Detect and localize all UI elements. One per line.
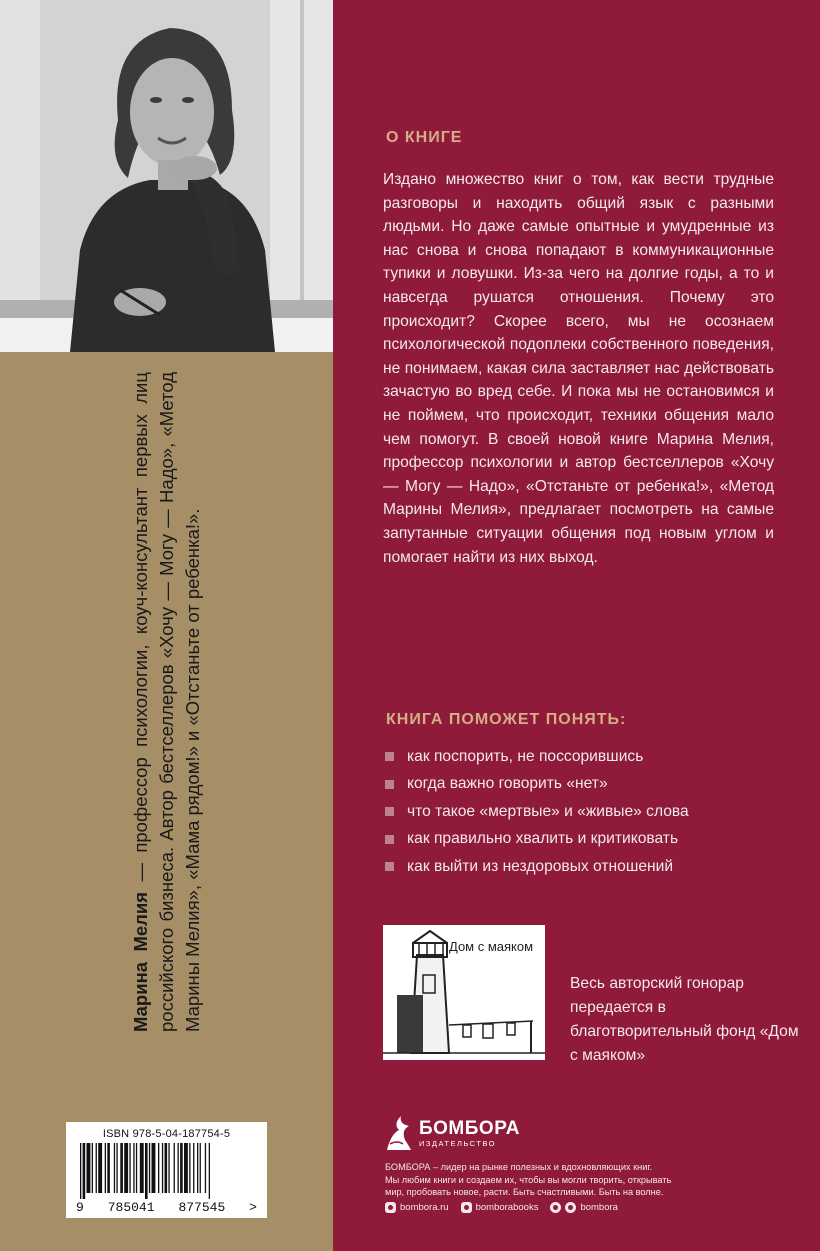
publisher-logo bbox=[385, 1114, 520, 1152]
list-item-text: когда важно говорить «нет» bbox=[407, 775, 608, 793]
help-title: КНИГА ПОМОЖЕТ ПОНЯТЬ: bbox=[386, 711, 627, 728]
list-item-text: что такое «мертвые» и «живые» слова bbox=[407, 802, 689, 820]
vk-icon bbox=[461, 1202, 472, 1213]
barcode-bar bbox=[83, 1143, 86, 1199]
barcode-bar bbox=[114, 1143, 115, 1193]
social-instagram-label: bombora.ru bbox=[400, 1202, 449, 1213]
publisher-line-2: Мы любим книги и создаем их, чтобы вы могли творить, открывать bbox=[385, 1174, 672, 1185]
barcode-digits-right: 877545 bbox=[178, 1200, 226, 1215]
barcode-bar bbox=[129, 1143, 130, 1193]
barcode-bar bbox=[120, 1143, 123, 1193]
author-name: Марина Мелия bbox=[129, 891, 151, 1032]
right-column bbox=[333, 0, 820, 1251]
barcode-bar bbox=[197, 1143, 198, 1193]
barcode-bar bbox=[174, 1143, 175, 1193]
list-item-text: как выйти из нездоровых отношений bbox=[407, 857, 674, 875]
barcode-bar bbox=[116, 1143, 117, 1193]
barcode-bar bbox=[87, 1143, 91, 1193]
list-item bbox=[385, 853, 785, 881]
social-instagram[interactable] bbox=[385, 1202, 449, 1213]
publisher-line-3: мир, пробовать новое, расти. Быть счастливыми. Быть на волне. bbox=[385, 1187, 664, 1197]
barcode-bar bbox=[184, 1143, 188, 1193]
barcode-bar bbox=[168, 1143, 169, 1193]
about-text: Издано множество книг о том, как вести трудные разговоры и находить общий язык с разными людьми. Но даже самые опытные и умудренные из нас снова и снова попадают в коммуникационные тупики и ловушки. Из-за чего на долгие годы, а то и навсегда рушатся отношения. Почему это происходит? Скорее всего, мы не осознаем психологической подоплеки собственного поведения, не понимаем, какая сила заставляет нас действовать зачастую во вред себе. И пока мы не остановимся и не поймем, что происходит, техники общения мало чем помогут. В своей новой книге Марина Мелия, профессор психологии и автор бестселлеров «Хочу — Могу — Надо», «Отстаньте от ребенка!», «Метод Марины Мелия», предлагает посмотреть на самые запутанные ситуации общения под новым углом и помогает найти из них выход. bbox=[383, 171, 774, 566]
barcode-bar bbox=[189, 1143, 190, 1193]
bullet-square-icon bbox=[385, 807, 394, 816]
list-item bbox=[385, 798, 785, 826]
bullet-square-icon bbox=[385, 835, 394, 844]
barcode-bar bbox=[105, 1143, 106, 1193]
barcode-bar bbox=[149, 1143, 150, 1193]
barcode-image bbox=[76, 1143, 257, 1199]
youtube-icon bbox=[550, 1202, 561, 1213]
barcode-bar bbox=[200, 1143, 201, 1193]
barcode-bar bbox=[178, 1143, 179, 1193]
barcode-bar bbox=[158, 1143, 159, 1193]
list-item bbox=[385, 826, 785, 854]
social-vk[interactable] bbox=[461, 1202, 539, 1213]
barcode-bar bbox=[209, 1143, 210, 1199]
social-telegram-label: bombora bbox=[580, 1202, 618, 1213]
barcode-bar bbox=[133, 1143, 134, 1193]
publisher-line-1: БОМБОРА – лидер на рынке полезных и вдохновляющих книг. bbox=[385, 1162, 653, 1172]
publisher-subtitle: ИЗДАТЕЛЬСТВО bbox=[419, 1138, 497, 1148]
author-bio bbox=[128, 372, 206, 1032]
barcode-bar bbox=[124, 1143, 128, 1193]
barcode-bar bbox=[145, 1143, 148, 1199]
bombora-wave-icon bbox=[385, 1114, 413, 1152]
author-bio-area bbox=[0, 352, 333, 1052]
barcode-bar bbox=[180, 1143, 183, 1193]
list-item bbox=[385, 771, 785, 799]
bullet-square-icon bbox=[385, 862, 394, 871]
instagram-icon bbox=[385, 1202, 396, 1213]
barcode-digits bbox=[76, 1200, 257, 1215]
barcode-bar bbox=[98, 1143, 102, 1193]
publisher-socials bbox=[385, 1202, 630, 1213]
barcode-bar bbox=[140, 1143, 144, 1193]
barcode-bar bbox=[136, 1143, 137, 1193]
charity-logo-text: Дом с маяком bbox=[449, 939, 534, 954]
author-portrait-image bbox=[0, 0, 333, 352]
barcode-panel bbox=[66, 1122, 267, 1218]
charity-text: Весь авторский гонорар передается в благотворительный фонд «Дом с маяком» bbox=[570, 975, 799, 1064]
barcode-digit-lead: 9 bbox=[76, 1200, 84, 1215]
author-bio-text: — профессор психологии, коуч-консультант первых лиц российского бизнеса. Автор бестселлеров «Хочу — Могу — Надо», «Метод Марины Мелия», «Мама рядом!» и «Отстаньте от ребенка!». bbox=[129, 372, 203, 1032]
bullet-square-icon bbox=[385, 752, 394, 761]
about-title: О КНИГЕ bbox=[386, 129, 463, 146]
barcode-bar bbox=[96, 1143, 97, 1193]
barcode-bar bbox=[80, 1143, 81, 1199]
left-column bbox=[0, 0, 333, 1251]
barcode-bar bbox=[205, 1143, 206, 1193]
barcode-bar bbox=[193, 1143, 194, 1193]
barcode-bar bbox=[165, 1143, 168, 1193]
charity-logo bbox=[383, 925, 545, 1060]
publisher-description bbox=[385, 1161, 745, 1199]
bullet-square-icon bbox=[385, 780, 394, 789]
social-vk-label: bomborabooks bbox=[475, 1202, 539, 1213]
isbn-label: ISBN 978-5-04-187754-5 bbox=[102, 1128, 231, 1140]
barcode-digit-end: > bbox=[249, 1200, 257, 1215]
publisher-name: БОМБОРА bbox=[419, 1117, 520, 1139]
telegram-icon bbox=[565, 1202, 576, 1213]
author-photo bbox=[0, 0, 333, 352]
list-item-text: как правильно хвалить и критиковать bbox=[407, 830, 679, 848]
barcode-bar bbox=[162, 1143, 163, 1193]
help-list bbox=[385, 743, 785, 881]
social-youtube-telegram[interactable] bbox=[550, 1202, 618, 1213]
barcode-digits-left: 785041 bbox=[107, 1200, 155, 1215]
barcode-bar bbox=[92, 1143, 93, 1193]
barcode-bar bbox=[152, 1143, 156, 1193]
list-item bbox=[385, 743, 785, 771]
list-item-text: как поспорить, не поссорившись bbox=[407, 747, 644, 765]
barcode-bar bbox=[107, 1143, 110, 1193]
lighthouse-drawing-icon bbox=[383, 925, 545, 1060]
